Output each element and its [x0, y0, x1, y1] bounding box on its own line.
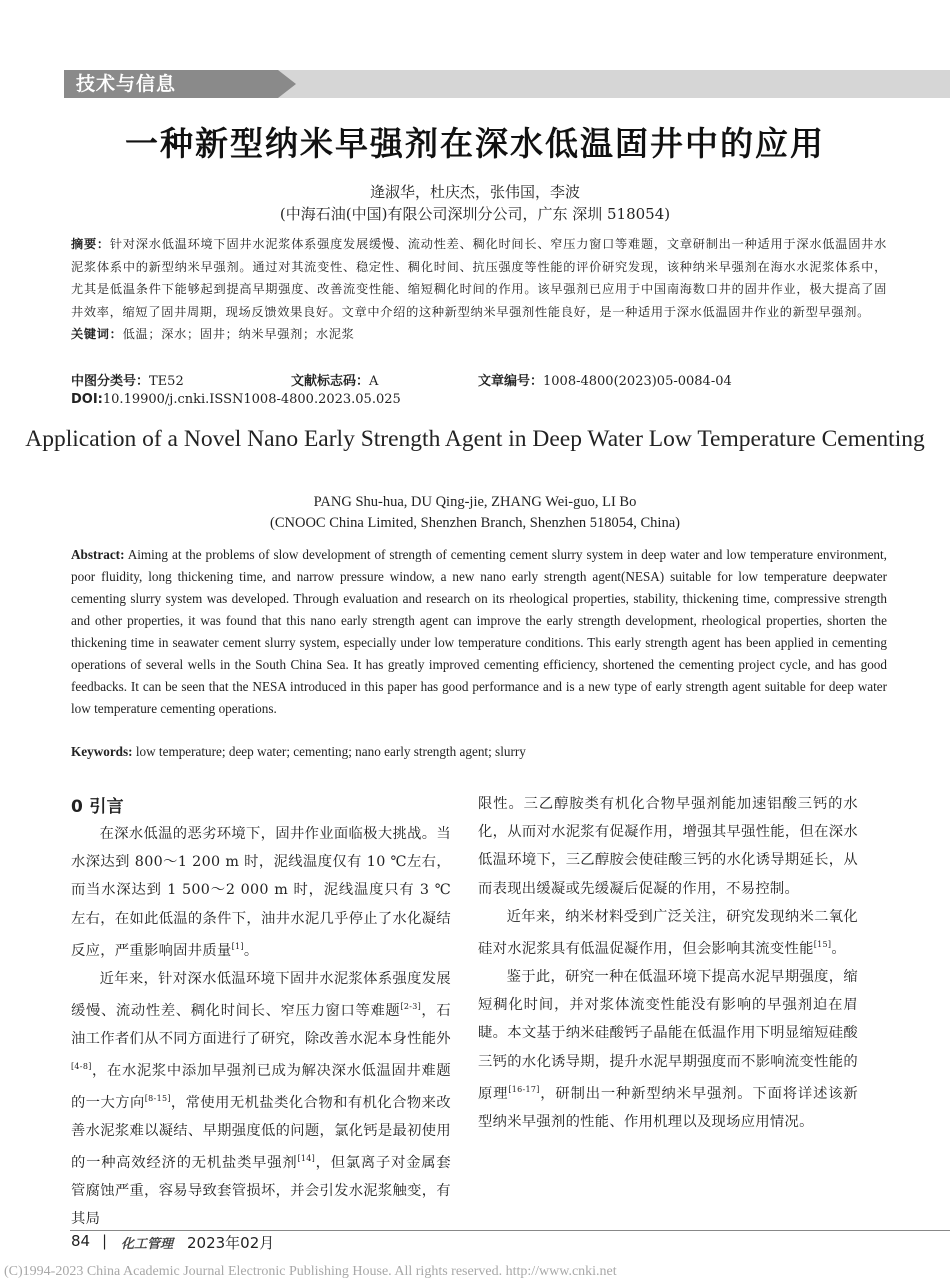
authors-english: PANG Shu-hua, DU Qing-jie, ZHANG Wei-guo, LI Bo: [313, 494, 637, 510]
affiliation-chinese: (中海石油(中国)有限公司深圳分公司，广东 深圳 518054): [279, 205, 671, 223]
abstract-text-cn: 针对深水低温环境下固井水泥浆体系强度发展缓慢、流动性差、稠化时间长、窄压力窗口等难题，文章研制出一种适用于深水低温固井水泥浆体系中的新型纳米早强剂。通过对其流变性、稳定性、稠化时间、抗压强度等性能的评价研究发现，该种纳米早强剂在海水水泥浆体系中，尤其是低温条件下能够起到提高早期强度、改善流变性能、缩短稠化时间的作用。该早强剂已应用于中国南海数口井的固井作业，极大提高了固井效率，缩短了固井周期，现场反馈效果良好。文章中介绍的这种新型纳米早强剂性能良好，是一种适用于深水低温固井作业的新型早强剂。: [71, 237, 888, 319]
abstract-label-cn: 摘要：: [71, 237, 110, 251]
article-number: 文章编号：1008-4800(2023)05-0084-04: [478, 374, 732, 389]
footer-separator: |: [102, 1232, 108, 1250]
doi: DOI:10.19900/j.cnki.ISSN1008-4800.2023.05.025: [71, 392, 401, 407]
keywords-label-cn: 关键词：: [71, 327, 123, 342]
abstract-english: [71, 544, 887, 720]
abstract-label-en: Abstract:: [71, 547, 125, 562]
authors-chinese: 逄淑华，杜庆杰，张伟国，李波: [369, 183, 580, 201]
copyright-notice: (C)1994-2023 China Academic Journal Electronic Publishing House. All rights reserved. http://www.cnki.net: [4, 1264, 617, 1279]
title-chinese: 一种新型纳米早强剂在深水低温固井中的应用: [125, 124, 825, 163]
section-tag: 技术与信息: [76, 73, 177, 95]
issue-date: 2023年02月: [187, 1234, 275, 1252]
paragraph: 鉴于此，研究一种在低温环境下提高水泥早期强度，缩短稠化时间，并对浆体流变性能没有影响的早强剂迫在眉睫。本文基于纳米硅酸钙子晶能在低温作用下明显缩短硅酸三钙的水化诱导期，提升水泥早期强度而不影响流变性能的原理[16-17]，研制出一种新型纳米早强剂。下面将详述该新型纳米早强剂的性能、作用机理以及现场应用情况。: [478, 968, 858, 1130]
abstract-chinese: [71, 233, 887, 346]
title-english: Application of a Novel Nano Early Strength Agent in Deep Water Low Temperature Cementing: [25, 426, 925, 452]
affiliation-english: (CNOOC China Limited, Shenzhen Branch, Shenzhen 518054, China): [270, 515, 680, 531]
page-number: 84: [71, 1232, 91, 1250]
section-heading-intro: 0 引言: [71, 797, 124, 817]
paragraph: 近年来，针对深水低温环境下固井水泥浆体系强度发展缓慢、流动性差、稠化时间长、窄压力窗口等难题[2-3]，石油工作者们从不同方面进行了研究，除改善水泥本身性能外[4-8]，在水泥浆中添加早强剂已成为解决深水低温固井难题的一大方向[8-15]，常使用无机盐类化合物和有机化合物来改善水泥浆难以凝结、早期强度低的问题，氯化钙是最初使用的一种高效经济的无机盐类早强剂[14]，但氯离子对金属套管腐蚀严重，容易导致套管损坏，并会引发水泥浆触变，有其局: [71, 970, 451, 1228]
clc-number: 中图分类号：TE52: [71, 374, 184, 389]
paragraph: 在深水低温的恶劣环境下，固井作业面临极大挑战。当水深达到 800～1 200 m 时，泥线温度仅有 10 ℃左右，而当水深达到 1 500～2 000 m 时，泥线温度只有 3 ℃左右，在如此低温的条件下，油井水泥几乎停止了水化凝结反应，严重影响固井质量[1]。: [71, 826, 451, 959]
keywords-english: Keywords: low temperature; deep water; cementing; nano early strength agent; slurry: [71, 744, 526, 759]
footer-divider: [70, 1230, 950, 1231]
abstract-text-en: Aiming at the problems of slow development of strength of cementing cement slurry system in deep water and low temperature environment, poor fluidity, long thickening time, and narrow pressure window, a new nano early strength agent(NESA) suitable for low temperature deepwater cementing slurry system was developed. Through evaluation and research on its rheological properties, stability, thickening time, compressive strength and other properties, it was found that this nano early strength agent can improve the early strength development, rheological properties, shorten the thickening time in seawater cement slurry system, especially under low temperature conditions. This early strength agent has been applied in cementing operations of several wells in the South China Sea. It has greatly improved cementing efficiency, shortened the cementing project cycle, and has good feedbacks. It can be seen that the NESA introduced in this paper has good performance and is a new type of early strength agent suitable for deep water low temperature cementing operations.: [71, 547, 887, 716]
document-code: 文献标志码：A: [291, 374, 379, 389]
paragraph: 限性。三乙醇胺类有机化合物早强剂能加速铝酸三钙的水化，从而对水泥浆有促凝作用，增强其早强性能，但在深水低温环境下，三乙醇胺会使硅酸三钙的水化诱导期延长，从而表现出缓凝或先缓凝后促凝的作用，不易控制。: [478, 796, 858, 897]
journal-name: 化工管理: [121, 1237, 174, 1252]
body-right-column: [478, 790, 858, 1136]
body-left-column: [71, 794, 451, 1234]
keywords-text-cn: 低温；深水；固井；纳米早强剂；水泥浆: [122, 327, 355, 342]
paragraph: 近年来，纳米材料受到广泛关注，研究发现纳米二氧化硅对水泥浆具有低温促凝作用，但会影响其流变性能[15]。: [478, 908, 858, 957]
